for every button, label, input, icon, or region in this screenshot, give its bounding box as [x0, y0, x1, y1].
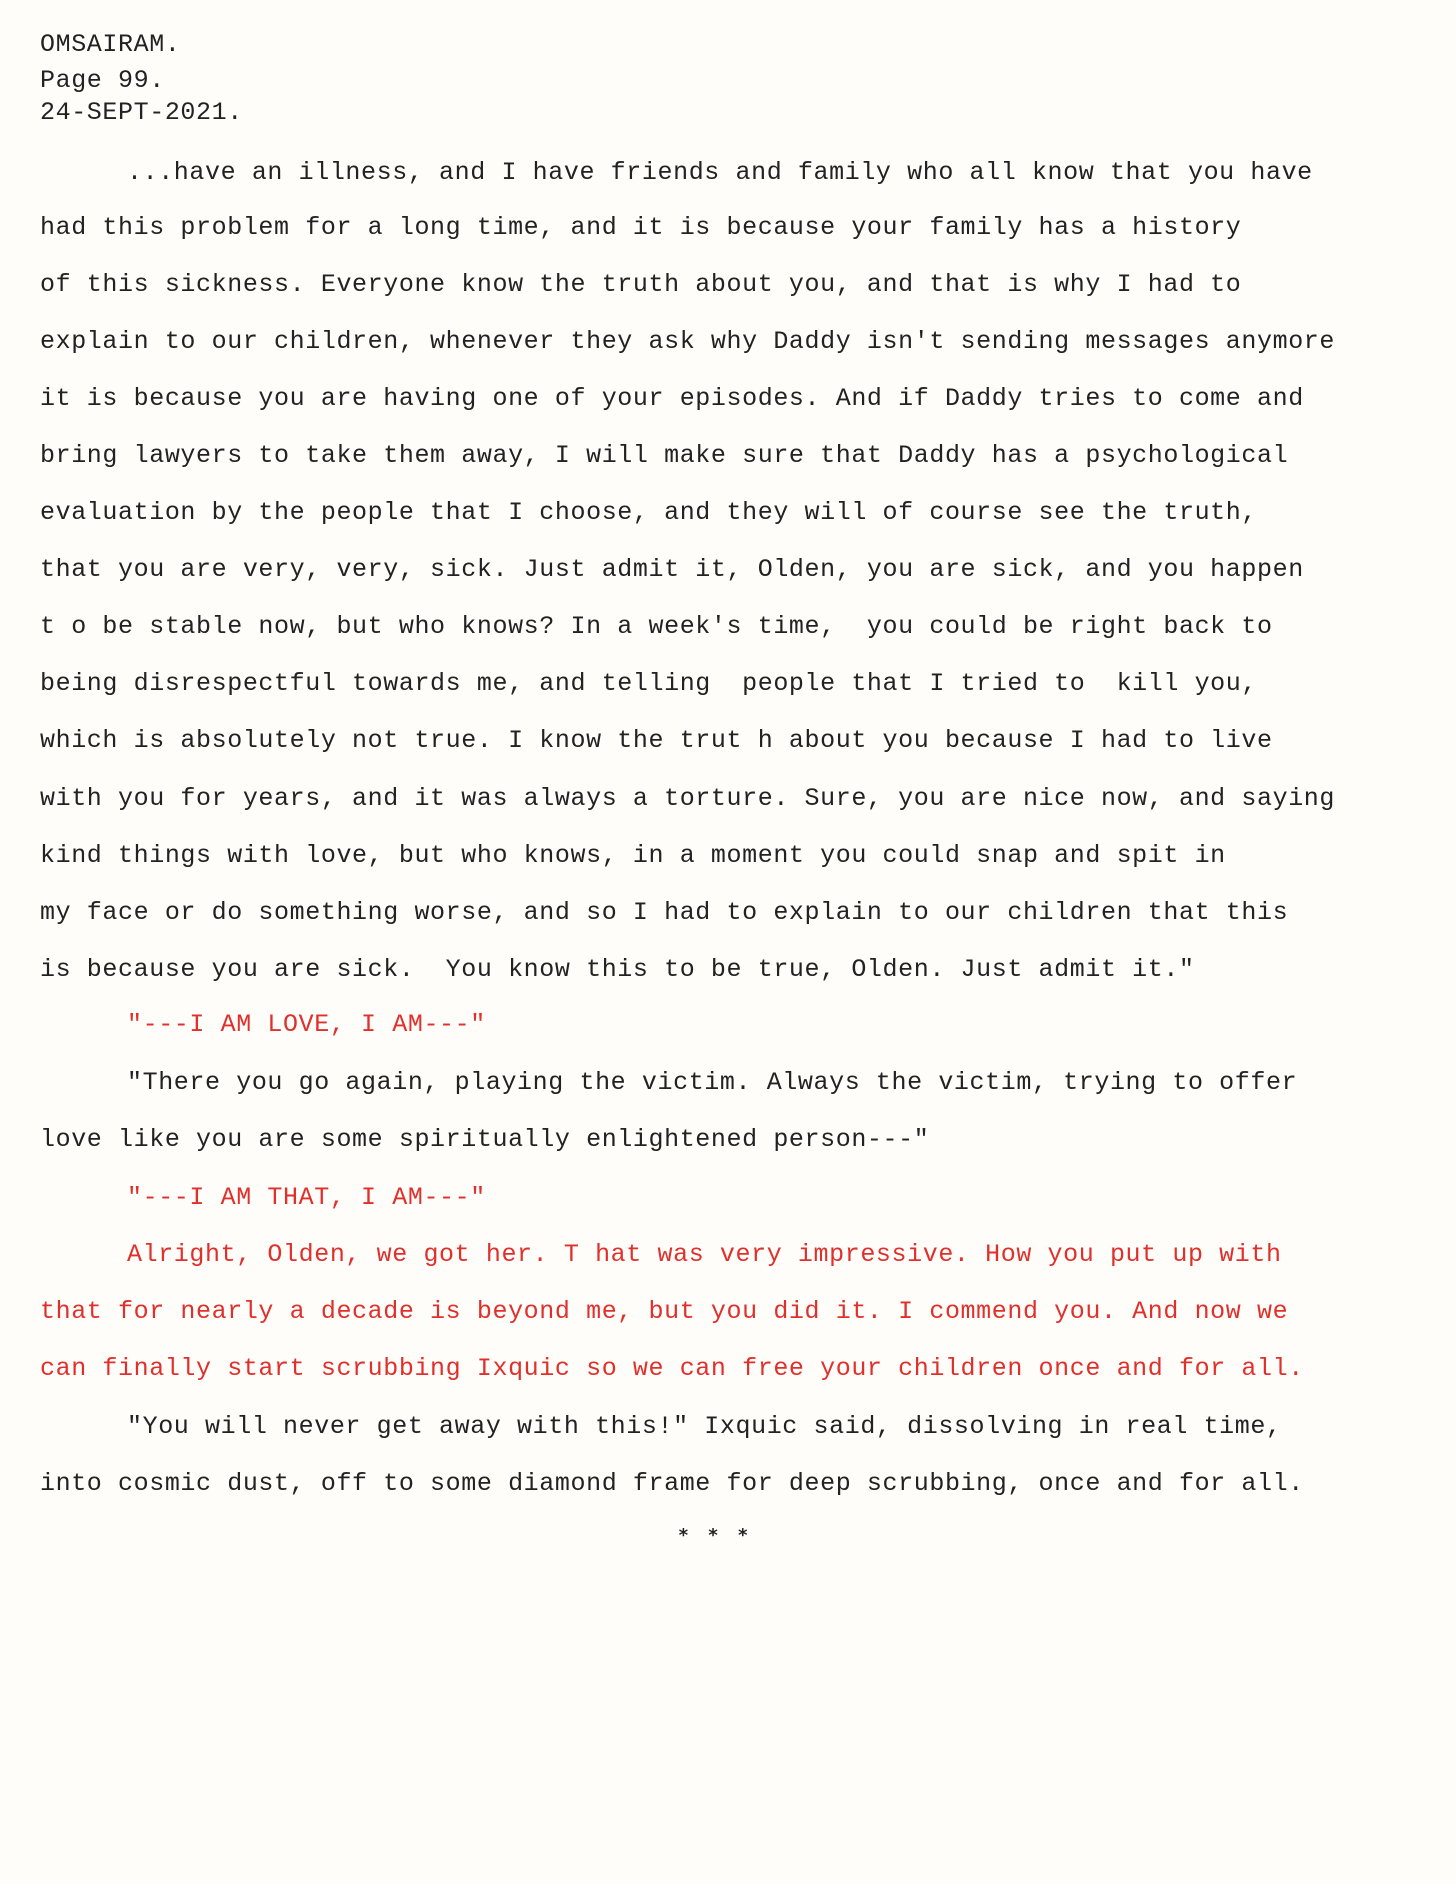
header-title: OMSAIRAM. [40, 30, 181, 59]
body-line: with you for years, and it was always a torture. Sure, you are nice now, and saying [40, 784, 1336, 813]
body-line: my face or do something worse, and so I had to explain to our children that this [40, 898, 1289, 927]
body-line: ...have an illness, and I have friends and family who all know that you have [127, 158, 1313, 187]
body-line: had this problem for a long time, and it is because your family has a history [40, 213, 1242, 242]
body-line: love like you are some spiritually enlightened person---" [40, 1125, 930, 1154]
body-line: it is because you are having one of your episodes. And if Daddy tries to come and [40, 384, 1304, 413]
body-line: which is absolutely not true. I know the trut h about you because I had to live [40, 726, 1273, 755]
body-line: "---I AM THAT, I AM---" [127, 1183, 486, 1212]
body-line: being disrespectful towards me, and telling people that I tried to kill you, [40, 669, 1257, 698]
body-line: explain to our children, whenever they ask why Daddy isn't sending messages anymore [40, 327, 1336, 356]
header-page-number: Page 99. [40, 66, 165, 95]
body-line: evaluation by the people that I choose, and they will of course see the truth, [40, 498, 1257, 527]
body-line: t o be stable now, but who knows? In a week's time, you could be right back to [40, 612, 1273, 641]
body-line: "You will never get away with this!" Ixquic said, dissolving in real time, [127, 1412, 1282, 1441]
body-line: "There you go again, playing the victim. Always the victim, trying to offer [127, 1068, 1298, 1097]
body-line: is because you are sick. You know this to be true, Olden. Just admit it." [40, 955, 1195, 984]
body-line: that you are very, very, sick. Just admit it, Olden, you are sick, and you happen [40, 555, 1304, 584]
body-line: bring lawyers to take them away, I will make sure that Daddy has a psychological [40, 441, 1289, 470]
body-line: of this sickness. Everyone know the truth about you, and that is why I had to [40, 270, 1242, 299]
header-date: 24-SEPT-2021. [40, 98, 243, 127]
body-line: into cosmic dust, off to some diamond frame for deep scrubbing, once and for all. [40, 1469, 1304, 1498]
body-line: "---I AM LOVE, I AM---" [127, 1010, 486, 1039]
body-line: can finally start scrubbing Ixquic so we can free your children once and for all. [40, 1354, 1304, 1383]
body-line: Alright, Olden, we got her. T hat was very impressive. How you put up with [127, 1240, 1282, 1269]
body-line: that for nearly a decade is beyond me, but you did it. I commend you. And now we [40, 1297, 1289, 1326]
body-line: kind things with love, but who knows, in a moment you could snap and spit in [40, 841, 1226, 870]
section-separator: * * * [678, 1525, 753, 1546]
